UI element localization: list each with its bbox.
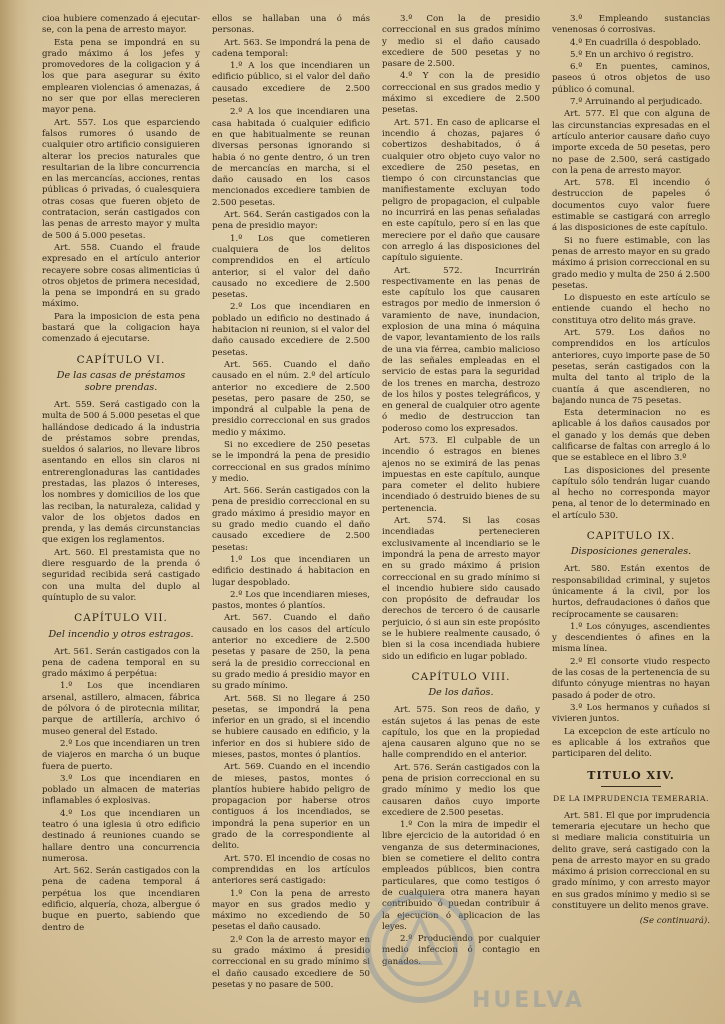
- numbered-item: 5.º En un archivo ó registro.: [570, 49, 694, 60]
- numbered-item: 2.º A los que incendiaren una casa habitada ó cualquier edificio en que habitualmente se reunan diversas personas ignorando si habia ó no gente dentro, ó un tren de mercancías en marcha, si el daño causado en los casos mencionados excediere tambien de 2.500 pesetas.: [212, 107, 370, 208]
- paragraph: Esta determinacion no es aplicable á los daños causados por el ganado y los demás que deben calificarse de faltas con arreglo á lo que se establece en el libro 3.º: [552, 408, 710, 464]
- paragraph: Art. 574. Si las cosas incendiadas pertenecieren exclusivamente al incendiario se le impondrá la pena de arresto mayor en su grado máximo á prision correccional en su grado mínimo si el incendio hubiere sido causado con propósito de defraudar los derechos de tercero ó de causarle perjuicio, ó si aun sin este propósito se le hubiere realmente causado, ó bien si la cosa incendiada hubiere sido un edificio en lugar poblado.: [382, 516, 540, 662]
- paragraph: Si no excediere de 250 pesetas se le impondrá la pena de presidio correccional en sus grados mínimo y medio.: [212, 439, 370, 484]
- text-column-2: [212, 14, 370, 1014]
- paragraph: Art. 570. El incendio de cosas no comprendidas en los artículos anteriores será castigado:: [212, 853, 370, 887]
- numbered-item: 1.º Los cónyuges, ascendientes y descendientes ó afines en la misma línea.: [552, 621, 710, 655]
- numbered-item: 2.º Los que incendiaren en poblado un edificio no destinado á habitacion ni reunion, si el valor del daño causado excediere de 2.500 pesetas.: [212, 302, 370, 358]
- paragraph: Art. 559. Será castigado con la multa de 500 á 5.000 pesetas el que hallándose dedicado á la industria de préstamos sobre prendas, sueldos ó salarios, no llevare libros asentando en ellos sin claros ni entrerenglonaduras las cantidades prestadas, las plazos ó intereses, los nombres y domicilios de los que las reciban, la naturaleza, calidad y valor de los objetos dados en prenda, y las demás circunstancias que exigen los reglamentos.: [42, 399, 200, 546]
- paragraph: Art. 579. Los daños no comprendidos en los artículos anteriores, cuyo importe pase de 50 pesetas, serán castigados con la multa del tanto al triplo de la cuantía á que ascendieren, no bajando nunca de 75 pesetas.: [552, 328, 710, 406]
- paragraph: Si no fuere estimable, con las penas de arresto mayor en su grado máximo á prision correccional en su grado medio y multa de 250 á 2.500 pesetas.: [552, 235, 710, 291]
- numbered-item: 4.º Los que incendiaren un teatro ó una iglesia ú otro edificio destinado á reuniones cuando se hallare dentro una concurrencia numerosa.: [42, 808, 200, 864]
- chapter-subtitle: De las casas de préstamos sobre prendas.: [56, 369, 186, 393]
- numbered-item: 2.º Con la de arresto mayor en su grado máximo á presidio correccional en su grado mínimo si el daño causado excediere de 50 pesetas y no pasare de 500.: [212, 934, 370, 990]
- text-column-4: [552, 14, 710, 1014]
- paragraph: Lo dispuesto en este artículo se entiende cuando el hecho no constituya otro delito más grave.: [552, 293, 710, 326]
- numbered-item: 6.º En puentes, caminos, paseos ú otros objetos de uso público ó comunal.: [552, 62, 710, 95]
- numbered-item: 2.º El consorte viudo respecto de las cosas de la pertenencia de su difunto cónyuge mientras no hayan pasado á poder de otro.: [552, 656, 710, 701]
- paragraph: ellos se hallaban una ó más personas.: [212, 14, 370, 36]
- watermark-text: HUELVA: [472, 988, 585, 1013]
- paragraph: Art. 563. Se impondrá la pena de cadena temporal:: [212, 37, 370, 59]
- numbered-item: 1.º Con la pena de arresto mayor en sus grados medio y máximo no excediendo de 50 pesetas el daño causado.: [212, 888, 370, 933]
- paragraph: Art. 572. Incurrirán respectivamente en las penas de este capítulo los que causaren estragos por medio de inmersion ó varamiento de nave, inundacion, explosion de una mina ó máquina de vapor, levantamiento de los rails de una via férrea, cambio malicioso de las señales empleadas en el servicio de estas para la seguridad de los trenes en marcha, destrozo de los hilos y postes telegráficos, y en general de cualquier otro agente ó medio de destruccion tan poderoso como los expresados.: [382, 265, 540, 434]
- chapter-subtitle: Del incendio y otros estragos.: [48, 628, 194, 640]
- paragraph: Art. 566. Serán castigados con la pena de presidio correccional en su grado máximo á presidio mayor en su grado medio cuando el daño causado excediere de 2.500 pesetas:: [212, 486, 370, 553]
- numbered-item: 7.º Arruinando al perjudicado.: [570, 97, 703, 108]
- continuation-note: (Se continuará).: [639, 916, 710, 927]
- numbered-item: 1.º Los que cometieren cualquiera de los delitos comprendidos en el artículo anterior, si el valor del daño causado no excediere de 2.500 pesetas.: [212, 233, 370, 301]
- heading-rule: [601, 786, 661, 787]
- paragraph: cioa hubiere comenzado á ejecutar-se, con la pena de arresto mayor.: [42, 14, 200, 36]
- paragraph: Art. 564. Serán castigados con la pena de presidio mayor:: [212, 210, 370, 232]
- paragraph: Las disposiciones del presente capítulo sólo tendrán lugar cuando al hecho no corresponda mayor pena, al tenor de lo determinado en el artículo 530.: [552, 465, 710, 521]
- paragraph: Para la imposicion de esta pena bastará que la coligacion haya comenzado á ejecutarse.: [42, 311, 200, 345]
- paragraph: La excepcion de este artículo no es aplicable á los extraños que participaren del delito.: [552, 726, 710, 760]
- title-subtitle: DE LA IMPRUDENCIA TEMERARIA.: [553, 793, 709, 803]
- numbered-item: 1.º Los que incendiaren arsenal, astillero, almacen, fábrica de pólvora ó de pirotecnia militar, parque de artillería, archivo ó museo general del Estado.: [42, 681, 200, 737]
- text-column-3: [382, 14, 540, 1014]
- paragraph: Art. 578. El incendio ó destruccion de papeles ó documentos cuyo valor fuere estimable se castigará con arreglo á las disposiciones de este capítulo.: [552, 178, 710, 234]
- numbered-item: 2.º Los que incendiaren un tren de viajeros en marcha ó un buque fuera de puerto.: [42, 738, 200, 772]
- numbered-item: 4.º En cuadrilla ó despoblado.: [570, 37, 701, 48]
- title-heading: TITULO XIV.: [587, 769, 675, 783]
- numbered-item: 1.º Los que incendiaren un edificio destinado á habitacion en lugar despoblado.: [212, 554, 370, 588]
- paragraph: Art. 568. Si no llegare á 250 pesetas, se impondrá la pena inferior en un grado, si el incendio se hubiere causado en edificio, y la inferior en dos si hubiere sido de mieses, pastos, montes ó plantíos.: [212, 693, 370, 760]
- numbered-item: 2.º Produciendo por cualquier medio infeccion ó contagio en ganados.: [382, 934, 540, 967]
- numbered-item: 3.º Empleando sustancias venenosas ó corrosivas.: [552, 14, 710, 36]
- paragraph: Art. 565. Cuando el daño causado en el núm. 2.º del artículo anterior no excediere de 2.500 pesetas, pero pasare de 250, se impondrá al culpable la pena de presidio correccional en sus grados medio y máximo.: [212, 359, 370, 438]
- chapter-heading: CAPÍTULO VI.: [76, 353, 166, 366]
- paragraph: Art. 560. El prestamista que no diere resguardo de la prenda ó seguridad recibida será castigado con una multa del duplo al quíntuplo de su valor.: [42, 547, 200, 603]
- page-binding-edge: [0, 0, 30, 1024]
- numbered-item: 3.º Los que incendiaren en poblado un almacen de materias inflamables ó explosivas.: [42, 773, 200, 807]
- chapter-heading: CAPÍTULO VII.: [74, 612, 168, 625]
- paragraph: Art. 571. En caso de aplicarse el incendio á chozas, pajares ó cobertizos deshabitados, ó á cualquier otro objeto cuyo valor no excediere de 250 pesetas, en tiempo ó con circunstancias que manifiestamente excluyan todo peligro de propagacion, el culpable no incurrirá en las penas señaladas en este capítulo, pero sí en las que mereciere por el daño que causare con arreglo á las disposiciones del capítulo siguiente.: [382, 117, 540, 264]
- chapter-subtitle: Disposiciones generales.: [570, 546, 692, 558]
- paragraph: Art. 562. Serán castigados con la pena de cadena temporal á perpétua los que incendiaren edificio, alquería, choza, albergue ó buque en puerto, sabiendo que dentro de: [42, 866, 200, 933]
- chapter-heading: CAPÍTULO VIII.: [411, 670, 511, 683]
- paragraph: Art. 577. El que con alguna de las circunstancias expresadas en el artículo anterior causare daño cuyo importe exceda de 50 pesetas, pero no pase de 2.500, será castigado con la pena de arresto mayor.: [552, 109, 710, 176]
- text-column-1: [42, 14, 200, 1014]
- paragraph: Art. 557. Los que esparciendo falsos rumores ó usando de cualquier otro artificio consiguieren alterar los precios naturales que resultarian de la libre concurrencia en las mercancías, acciones, rentas públicas ó privadas, ó cualesquiera otras cosas que fueren objeto de contratacion, serán castigados con las penas de arresto mayor y multa de 500 á 5.000 pesetas.: [42, 117, 200, 241]
- paragraph: Art. 575. Son reos de daño, y están sujetos á las penas de este capítulo, los que en la propiedad ajena causaren alguno que no se halle comprendido en el anterior.: [382, 705, 540, 761]
- paragraph: Esta pena se impondrá en su grado máximo á los jefes y promovedores de la coligacion y á los que para asegurar su éxito emplearen violencias ó amenazas, á no ser que por ellas merecieren mayor pena.: [42, 37, 200, 116]
- numbered-item: 1.º A los que incendiaren un edificio público, si el valor del daño causado excediere de 2.500 pesetas.: [212, 61, 370, 106]
- paragraph: Art. 567. Cuando el daño causado en los casos del artículo anterior no excediere de 2.500 pesetas y pasare de 250, la pena será la de presidio correccional en su grado medio á presidio mayor en su grado mínimo.: [212, 613, 370, 692]
- paragraph: Art. 569. Cuando en el incendio de mieses, pastos, montes ó plantíos hubiere habido peligro de propagacion por haberse otros contiguos á los incendiados, se impondrá la pena superior en un grado de la correspondiente al delito.: [212, 762, 370, 852]
- paragraph: Art. 576. Serán castigados con la pena de prision correccional en su grado mínimo y medio los que causaren daños cuyo importe excediere de 2.500 pesetas.: [382, 762, 540, 818]
- numbered-item: 3.º Con la de presidio correccional en sus grados mínimo y medio si el daño causado excediere de 500 pesetas y no pasare de 2.500.: [382, 14, 540, 70]
- chapter-subtitle: De los daños.: [428, 687, 494, 699]
- numbered-item: 4.º Y con la de presidio correccional en sus grados medio y máximo si excediere de 2.500 pesetas.: [382, 71, 540, 116]
- paragraph: Art. 581. El que por imprudencia temeraria ejecutare un hecho que si mediare malicia constituiria un delito grave, será castigado con la pena de arresto mayor en su grado máximo á prision correccional en su grado mínimo, y con arresto mayor en sus grados mínimo y medio si se constituyere un delito menos grave.: [552, 810, 710, 912]
- numbered-item: 3.º Los hermanos y cuñados si vivieren juntos.: [552, 702, 710, 725]
- numbered-item: 2.º Los que incendiaren mieses, pastos, montes ó plantíos.: [212, 589, 370, 612]
- chapter-heading: CAPITULO IX.: [586, 530, 676, 543]
- paragraph: Art. 580. Están exentos de responsabilidad criminal, y sujetos únicamente á la civil, por los hurtos, defraudaciones ó daños que recíprocamente se causaren:: [552, 564, 710, 620]
- paragraph: Art. 558. Cuando el fraude expresado en el artículo anterior recayere sobre cosas alimenticias ú otros objetos de primera necesidad, la pena se impondrá en su grado máximo.: [42, 242, 200, 310]
- paragraph: Art. 573. El culpable de un incendio ó estragos en bienes ajenos no se eximirá de las penas impuestas en este capítulo, aunque para cometer el delito hubiere incendiado ó destruido bienes de su pertenencia.: [382, 435, 540, 514]
- numbered-item: 1.º Con la mira de impedir el libre ejercicio de la autoridad ó en venganza de sus determinaciones, bien se cometiere el delito contra empleados públicos, bien contra particulares, que como testigos ó de cualquiera otra manera hayan contribuido ó puedan contribuir á la ejecucion ó aplicacion de las leyes.: [382, 820, 540, 932]
- paragraph: Art. 561. Serán castigados con la pena de cadena temporal en su grado máximo á perpétua:: [42, 646, 200, 680]
